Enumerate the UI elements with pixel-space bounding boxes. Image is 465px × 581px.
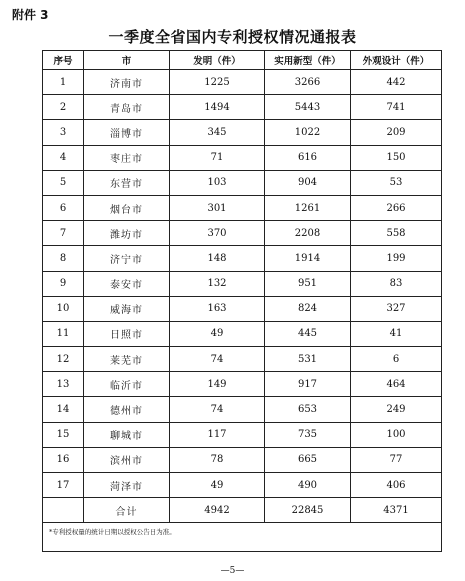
cell-design: 150 — [351, 145, 442, 170]
cell-invention: 163 — [170, 296, 265, 321]
cell-utility: 490 — [265, 473, 351, 498]
cell-invention: 301 — [170, 195, 265, 220]
header-utility: 实用新型（件） — [265, 51, 351, 70]
cell-city: 枣庄市 — [84, 145, 170, 170]
note-row — [43, 523, 442, 552]
table-row — [43, 95, 442, 120]
cell-design: 41 — [351, 321, 442, 346]
table-row — [43, 70, 442, 95]
cell-no: 6 — [43, 195, 84, 220]
cell-utility: 653 — [265, 397, 351, 422]
table-row — [43, 422, 442, 447]
cell-design: 558 — [351, 221, 442, 246]
cell-city: 济南市 — [84, 70, 170, 95]
table-row — [43, 473, 442, 498]
total-utility: 22845 — [265, 498, 351, 523]
header-city: 市 — [84, 51, 170, 70]
cell-no: 10 — [43, 296, 84, 321]
table-header — [43, 51, 442, 70]
cell-invention: 78 — [170, 447, 265, 472]
table-row — [43, 195, 442, 220]
cell-utility: 1914 — [265, 246, 351, 271]
cell-city: 莱芜市 — [84, 347, 170, 372]
cell-no: 9 — [43, 271, 84, 296]
cell-city: 德州市 — [84, 397, 170, 422]
cell-no: 17 — [43, 473, 84, 498]
cell-utility: 3266 — [265, 70, 351, 95]
table-row — [43, 170, 442, 195]
header-no: 序号 — [43, 51, 84, 70]
table-row — [43, 120, 442, 145]
cell-city: 烟台市 — [84, 195, 170, 220]
cell-city: 日照市 — [84, 321, 170, 346]
cell-design: 209 — [351, 120, 442, 145]
table-row — [43, 296, 442, 321]
cell-invention: 132 — [170, 271, 265, 296]
table-row — [43, 372, 442, 397]
cell-invention: 1494 — [170, 95, 265, 120]
cell-city: 青岛市 — [84, 95, 170, 120]
cell-invention: 49 — [170, 473, 265, 498]
cell-utility: 1261 — [265, 195, 351, 220]
cell-invention: 74 — [170, 397, 265, 422]
cell-design: 249 — [351, 397, 442, 422]
table-note: *专利授权量的统计日期以授权公告日为准。 — [43, 523, 442, 552]
cell-no: 7 — [43, 221, 84, 246]
cell-invention: 71 — [170, 145, 265, 170]
cell-city: 威海市 — [84, 296, 170, 321]
cell-city: 东营市 — [84, 170, 170, 195]
table-body — [43, 70, 442, 552]
total-invention: 4942 — [170, 498, 265, 523]
cell-invention: 345 — [170, 120, 265, 145]
cell-city: 泰安市 — [84, 271, 170, 296]
cell-utility: 904 — [265, 170, 351, 195]
table-row — [43, 347, 442, 372]
cell-invention: 148 — [170, 246, 265, 271]
cell-utility: 951 — [265, 271, 351, 296]
cell-design: 741 — [351, 95, 442, 120]
table-row — [43, 221, 442, 246]
cell-utility: 665 — [265, 447, 351, 472]
table-row — [43, 271, 442, 296]
cell-invention: 149 — [170, 372, 265, 397]
page-number: —5— — [220, 566, 245, 576]
table-row — [43, 397, 442, 422]
cell-no: 8 — [43, 246, 84, 271]
cell-invention: 1225 — [170, 70, 265, 95]
cell-design: 406 — [351, 473, 442, 498]
cell-no: 3 — [43, 120, 84, 145]
cell-invention: 74 — [170, 347, 265, 372]
attachment-label: 附件 3 — [12, 8, 49, 22]
cell-invention: 117 — [170, 422, 265, 447]
cell-city: 聊城市 — [84, 422, 170, 447]
cell-design: 199 — [351, 246, 442, 271]
total-design: 4371 — [351, 498, 442, 523]
cell-no: 12 — [43, 347, 84, 372]
cell-invention: 370 — [170, 221, 265, 246]
cell-design: 53 — [351, 170, 442, 195]
total-row — [43, 498, 442, 523]
header-design: 外观设计（件） — [351, 51, 442, 70]
cell-design: 77 — [351, 447, 442, 472]
cell-utility: 445 — [265, 321, 351, 346]
cell-no: 1 — [43, 70, 84, 95]
cell-invention: 49 — [170, 321, 265, 346]
table-row — [43, 246, 442, 271]
cell-invention: 103 — [170, 170, 265, 195]
cell-no: 14 — [43, 397, 84, 422]
cell-design: 83 — [351, 271, 442, 296]
cell-city: 菏泽市 — [84, 473, 170, 498]
cell-no: 16 — [43, 447, 84, 472]
cell-no: 11 — [43, 321, 84, 346]
cell-no: 15 — [43, 422, 84, 447]
total-no-cell — [43, 498, 84, 523]
cell-no: 13 — [43, 372, 84, 397]
cell-city: 潍坊市 — [84, 221, 170, 246]
cell-utility: 1022 — [265, 120, 351, 145]
cell-utility: 531 — [265, 347, 351, 372]
table-row — [43, 447, 442, 472]
cell-no: 5 — [43, 170, 84, 195]
cell-utility: 917 — [265, 372, 351, 397]
cell-city: 滨州市 — [84, 447, 170, 472]
total-label: 合计 — [84, 498, 170, 523]
cell-city: 淄博市 — [84, 120, 170, 145]
cell-utility: 735 — [265, 422, 351, 447]
cell-utility: 824 — [265, 296, 351, 321]
cell-design: 266 — [351, 195, 442, 220]
cell-design: 6 — [351, 347, 442, 372]
cell-design: 327 — [351, 296, 442, 321]
patent-table — [42, 50, 442, 552]
cell-utility: 5443 — [265, 95, 351, 120]
page-title: 一季度全省国内专利授权情况通报表 — [108, 28, 357, 46]
cell-design: 100 — [351, 422, 442, 447]
table-row — [43, 145, 442, 170]
cell-design: 442 — [351, 70, 442, 95]
cell-no: 2 — [43, 95, 84, 120]
cell-city: 临沂市 — [84, 372, 170, 397]
header-invention: 发明（件） — [170, 51, 265, 70]
table-row — [43, 321, 442, 346]
cell-design: 464 — [351, 372, 442, 397]
cell-no: 4 — [43, 145, 84, 170]
cell-utility: 616 — [265, 145, 351, 170]
cell-city: 济宁市 — [84, 246, 170, 271]
cell-utility: 2208 — [265, 221, 351, 246]
